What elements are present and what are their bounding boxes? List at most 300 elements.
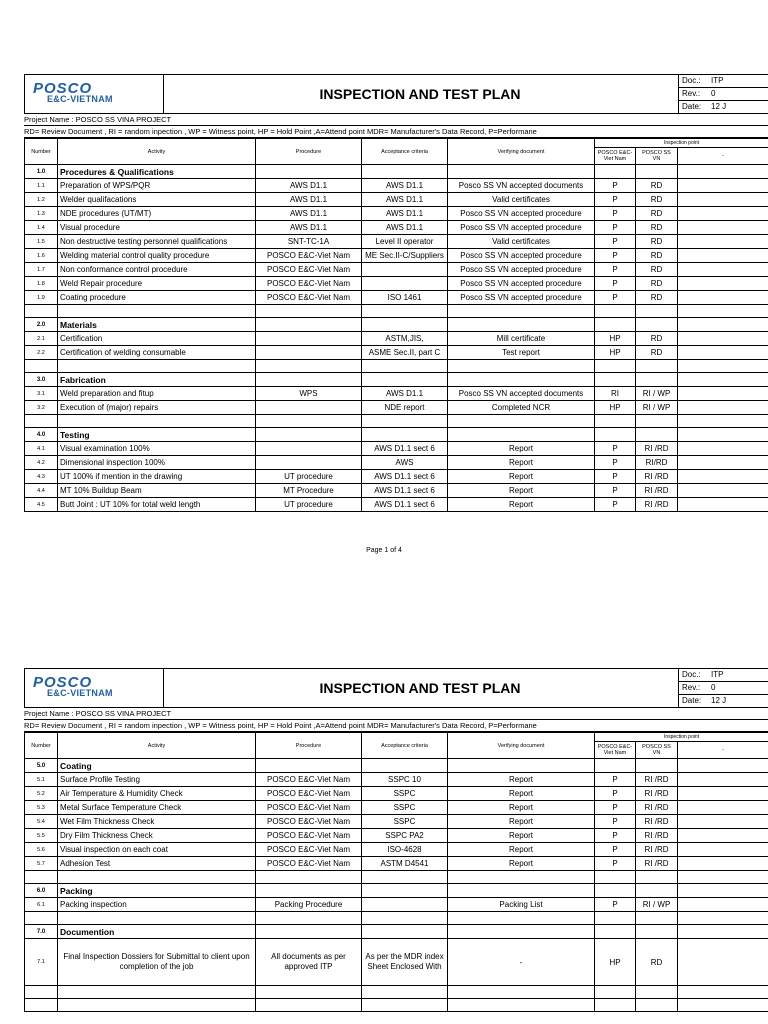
section-row bbox=[25, 925, 768, 939]
empty-cell bbox=[678, 165, 768, 179]
activity-cell: Execution of (major) repairs bbox=[58, 401, 256, 415]
row-number: 5.5 bbox=[25, 829, 58, 843]
empty-cell bbox=[678, 305, 768, 318]
activity-cell: Wet Film Thickness Check bbox=[58, 815, 256, 829]
acceptance-cell: AWS D1.1 sect 6 bbox=[362, 470, 448, 484]
project-name-2: Project Name : POSCO SS VINA PROJECT bbox=[24, 708, 768, 720]
procedure-cell bbox=[256, 332, 362, 346]
verifying-cell: Report bbox=[448, 773, 595, 787]
table-row bbox=[25, 235, 768, 249]
table-row bbox=[25, 939, 768, 986]
empty-cell bbox=[58, 415, 256, 428]
empty-cell bbox=[595, 415, 636, 428]
legend-line-2: RD= Review Document , RI = random inpection , WP = Witness point, HP = Hold Point ,A=Attend point MDR= Manufacturer's Data Record, P=Performane bbox=[24, 720, 768, 732]
table-row bbox=[25, 249, 768, 263]
verifying-cell: Report bbox=[448, 470, 595, 484]
posco-ec-point: P bbox=[595, 456, 636, 470]
row-number: 1.1 bbox=[25, 179, 58, 193]
verifying-cell: Report bbox=[448, 484, 595, 498]
blank-row bbox=[25, 305, 768, 318]
acceptance-cell: ASME Sec.II, part C bbox=[362, 346, 448, 360]
empty-cell bbox=[448, 871, 595, 884]
empty-cell bbox=[256, 428, 362, 442]
acceptance-cell: ME Sec.II-C/Suppliers bbox=[362, 249, 448, 263]
section-row bbox=[25, 373, 768, 387]
date-value: 12 J bbox=[711, 102, 727, 111]
acceptance-cell: ISO 1461 bbox=[362, 291, 448, 305]
col-acceptance-2: Acceptance criteria bbox=[362, 733, 448, 759]
verifying-cell: Report bbox=[448, 456, 595, 470]
activity-cell: Weld preparation and fitup bbox=[58, 387, 256, 401]
activity-cell: Surface Profile Testing bbox=[58, 773, 256, 787]
acceptance-cell: As per the MDR index Sheet Enclosed With bbox=[362, 939, 448, 986]
posco-ec-point: P bbox=[595, 787, 636, 801]
posco-ss-point: RI /RD bbox=[636, 857, 678, 871]
empty-cell bbox=[256, 925, 362, 939]
empty-cell bbox=[595, 925, 636, 939]
row-number: 5.2 bbox=[25, 787, 58, 801]
procedure-cell: WPS bbox=[256, 387, 362, 401]
procedure-cell: POSCO E&C-Viet Nam bbox=[256, 801, 362, 815]
blank-row bbox=[25, 999, 768, 1012]
empty-cell bbox=[678, 318, 768, 332]
row-number: 5.7 bbox=[25, 857, 58, 871]
table-row bbox=[25, 401, 768, 415]
acceptance-cell: SSPC bbox=[362, 787, 448, 801]
posco-ec-point: P bbox=[595, 801, 636, 815]
rev-value-2: 0 bbox=[711, 683, 716, 692]
row-number: 7.1 bbox=[25, 939, 58, 986]
verifying-cell: Posco SS VN accepted procedure bbox=[448, 277, 595, 291]
empty-cell bbox=[25, 305, 58, 318]
posco-ec-point: RI bbox=[595, 387, 636, 401]
procedure-cell: UT procedure bbox=[256, 498, 362, 512]
activity-cell: Weld Repair procedure bbox=[58, 277, 256, 291]
empty-cell bbox=[678, 773, 768, 787]
posco-ec-point: P bbox=[595, 815, 636, 829]
empty-cell bbox=[58, 999, 256, 1012]
empty-cell bbox=[362, 986, 448, 999]
col-posco-ec-2: POSCO E&C-Viet Nam bbox=[595, 742, 636, 759]
acceptance-cell: ISO-4628 bbox=[362, 843, 448, 857]
empty-cell bbox=[678, 912, 768, 925]
acceptance-cell: AWS D1.1 bbox=[362, 207, 448, 221]
table-row bbox=[25, 773, 768, 787]
empty-cell bbox=[256, 884, 362, 898]
blank-row bbox=[25, 986, 768, 999]
empty-cell bbox=[595, 373, 636, 387]
table-row bbox=[25, 346, 768, 360]
empty-cell bbox=[636, 999, 678, 1012]
table-row bbox=[25, 332, 768, 346]
empty-cell bbox=[678, 999, 768, 1012]
empty-cell bbox=[595, 360, 636, 373]
empty-cell bbox=[595, 999, 636, 1012]
row-number: 1.9 bbox=[25, 291, 58, 305]
verifying-cell: Mill certificate bbox=[448, 332, 595, 346]
posco-ec-point: HP bbox=[595, 401, 636, 415]
empty-cell bbox=[58, 360, 256, 373]
posco-ec-point: HP bbox=[595, 346, 636, 360]
posco-ec-point: P bbox=[595, 221, 636, 235]
section-title: Procedures & Qualifications bbox=[58, 165, 256, 179]
posco-ss-point: RI /RD bbox=[636, 843, 678, 857]
table-row bbox=[25, 456, 768, 470]
acceptance-cell: AWS D1.1 bbox=[362, 193, 448, 207]
row-number: 3.1 bbox=[25, 387, 58, 401]
activity-cell: Butt Joint : UT 10% for total weld length bbox=[58, 498, 256, 512]
procedure-cell: POSCO E&C-Viet Nam bbox=[256, 277, 362, 291]
empty-cell bbox=[362, 871, 448, 884]
row-number: 4.5 bbox=[25, 498, 58, 512]
section-row bbox=[25, 165, 768, 179]
empty-cell bbox=[595, 884, 636, 898]
procedure-cell: MT Procedure bbox=[256, 484, 362, 498]
empty-cell bbox=[636, 986, 678, 999]
posco-ss-point: RD bbox=[636, 193, 678, 207]
empty-cell bbox=[678, 263, 768, 277]
empty-cell bbox=[678, 428, 768, 442]
empty-cell bbox=[448, 884, 595, 898]
posco-ec-point: P bbox=[595, 857, 636, 871]
row-number: 4.2 bbox=[25, 456, 58, 470]
row-number: 6.1 bbox=[25, 898, 58, 912]
row-number: 4.3 bbox=[25, 470, 58, 484]
posco-ss-point: RI /RD bbox=[636, 484, 678, 498]
empty-cell bbox=[448, 165, 595, 179]
procedure-cell bbox=[256, 442, 362, 456]
posco-ss-point: RI /RD bbox=[636, 829, 678, 843]
verifying-cell: Report bbox=[448, 857, 595, 871]
empty-cell bbox=[448, 986, 595, 999]
empty-cell bbox=[448, 925, 595, 939]
section-title: Fabrication bbox=[58, 373, 256, 387]
empty-cell bbox=[595, 912, 636, 925]
col-acceptance: Acceptance criteria bbox=[362, 139, 448, 165]
section-title: Testing bbox=[58, 428, 256, 442]
col-posco-ss: POSCO SS VN bbox=[636, 148, 678, 165]
empty-cell bbox=[636, 360, 678, 373]
section-row bbox=[25, 884, 768, 898]
posco-ss-point: RI /RD bbox=[636, 801, 678, 815]
empty-cell bbox=[362, 759, 448, 773]
posco-ec-point: P bbox=[595, 249, 636, 263]
empty-cell bbox=[448, 360, 595, 373]
empty-cell bbox=[362, 305, 448, 318]
acceptance-cell: NDE report bbox=[362, 401, 448, 415]
activity-cell: Welding material control quality procedure bbox=[58, 249, 256, 263]
activity-cell: Visual examination 100% bbox=[58, 442, 256, 456]
empty-cell bbox=[678, 815, 768, 829]
row-number: 2.2 bbox=[25, 346, 58, 360]
acceptance-cell: SSPC PA2 bbox=[362, 829, 448, 843]
empty-cell bbox=[448, 415, 595, 428]
verifying-cell: Report bbox=[448, 442, 595, 456]
posco-ss-point: RD bbox=[636, 207, 678, 221]
acceptance-cell: AWS bbox=[362, 456, 448, 470]
col-activity: Activity bbox=[58, 139, 256, 165]
posco-ss-point: RD bbox=[636, 939, 678, 986]
empty-cell bbox=[256, 999, 362, 1012]
empty-cell bbox=[448, 759, 595, 773]
empty-cell bbox=[58, 912, 256, 925]
table-row bbox=[25, 857, 768, 871]
empty-cell bbox=[256, 318, 362, 332]
activity-cell: Final Inspection Dossiers for Submittal to client upon completion of the job bbox=[58, 939, 256, 986]
verifying-cell: Valid certificates bbox=[448, 193, 595, 207]
posco-ss-point: RD bbox=[636, 346, 678, 360]
procedure-cell bbox=[256, 401, 362, 415]
posco-ss-point: RD bbox=[636, 235, 678, 249]
procedure-cell: POSCO E&C-Viet Nam bbox=[256, 773, 362, 787]
section-number: 6.0 bbox=[25, 884, 58, 898]
activity-cell: UT 100% if mention in the drawing bbox=[58, 470, 256, 484]
empty-cell bbox=[678, 346, 768, 360]
blank-row bbox=[25, 415, 768, 428]
doc-value-2: ITP bbox=[711, 670, 724, 679]
col-inspection-point: Inspection point bbox=[595, 139, 768, 148]
itp-table-page-2 bbox=[24, 732, 768, 1012]
acceptance-cell: Level II operator bbox=[362, 235, 448, 249]
table-row bbox=[25, 829, 768, 843]
procedure-cell bbox=[256, 456, 362, 470]
row-number: 5.6 bbox=[25, 843, 58, 857]
empty-cell bbox=[256, 986, 362, 999]
verifying-cell: Report bbox=[448, 498, 595, 512]
verifying-cell: Posco SS VN accepted procedure bbox=[448, 221, 595, 235]
procedure-cell: POSCO E&C-Viet Nam bbox=[256, 857, 362, 871]
posco-ec-point: P bbox=[595, 843, 636, 857]
company-logo-2 bbox=[24, 669, 164, 707]
empty-cell bbox=[636, 305, 678, 318]
posco-ss-point: RD bbox=[636, 332, 678, 346]
procedure-cell: AWS D1.1 bbox=[256, 193, 362, 207]
acceptance-cell: SSPC bbox=[362, 815, 448, 829]
procedure-cell: POSCO E&C-Viet Nam bbox=[256, 829, 362, 843]
empty-cell bbox=[678, 843, 768, 857]
verifying-cell: Posco SS VN accepted procedure bbox=[448, 207, 595, 221]
col-verifying-2: Verifying document bbox=[448, 733, 595, 759]
posco-ss-point: RD bbox=[636, 277, 678, 291]
empty-cell bbox=[678, 207, 768, 221]
doc-meta-2 bbox=[678, 669, 768, 707]
posco-ec-point: HP bbox=[595, 939, 636, 986]
empty-cell bbox=[678, 387, 768, 401]
procedure-cell: Packing Procedure bbox=[256, 898, 362, 912]
verifying-cell: Report bbox=[448, 843, 595, 857]
section-title: Packing bbox=[58, 884, 256, 898]
document-header bbox=[24, 74, 768, 114]
col-inspection-point-2: Inspection point bbox=[595, 733, 768, 742]
empty-cell bbox=[678, 986, 768, 999]
posco-ss-point: RI / WP bbox=[636, 401, 678, 415]
page-title-2: INSPECTION AND TEST PLAN bbox=[319, 680, 521, 696]
activity-cell: Dimensional inspection 100% bbox=[58, 456, 256, 470]
acceptance-cell: ASTM,JIS, bbox=[362, 332, 448, 346]
empty-cell bbox=[636, 884, 678, 898]
empty-cell bbox=[678, 787, 768, 801]
empty-cell bbox=[678, 470, 768, 484]
empty-cell bbox=[678, 801, 768, 815]
procedure-cell: All documents as per approved ITP bbox=[256, 939, 362, 986]
posco-ss-point: RI /RD bbox=[636, 498, 678, 512]
section-number: 3.0 bbox=[25, 373, 58, 387]
posco-ec-point: P bbox=[595, 193, 636, 207]
posco-ss-point: RD bbox=[636, 291, 678, 305]
doc-label-2: Doc.: bbox=[682, 670, 701, 679]
posco-ss-point: RD bbox=[636, 179, 678, 193]
empty-cell bbox=[362, 318, 448, 332]
empty-cell bbox=[678, 249, 768, 263]
section-title: Documention bbox=[58, 925, 256, 939]
posco-ss-point: RD bbox=[636, 263, 678, 277]
acceptance-cell: AWS D1.1 bbox=[362, 387, 448, 401]
activity-cell: Metal Surface Temperature Check bbox=[58, 801, 256, 815]
col-activity-2: Activity bbox=[58, 733, 256, 759]
rev-value: 0 bbox=[711, 89, 716, 98]
activity-cell: Packing inspection bbox=[58, 898, 256, 912]
itp-page-2 bbox=[24, 668, 768, 1012]
col-dash-2: - bbox=[678, 742, 768, 759]
empty-cell bbox=[636, 871, 678, 884]
activity-cell: Visual procedure bbox=[58, 221, 256, 235]
table-row bbox=[25, 291, 768, 305]
posco-ec-point: P bbox=[595, 898, 636, 912]
company-logo bbox=[24, 75, 164, 113]
verifying-cell: Completed NCR bbox=[448, 401, 595, 415]
procedure-cell: POSCO E&C-Viet Nam bbox=[256, 843, 362, 857]
page-footer: Page 1 of 4 bbox=[366, 547, 402, 554]
empty-cell bbox=[678, 179, 768, 193]
logo-text-2: POSCO bbox=[33, 674, 93, 691]
row-number: 3.2 bbox=[25, 401, 58, 415]
row-number: 1.5 bbox=[25, 235, 58, 249]
section-number: 5.0 bbox=[25, 759, 58, 773]
empty-cell bbox=[448, 318, 595, 332]
activity-cell: Welder qualifacations bbox=[58, 193, 256, 207]
document-header-2 bbox=[24, 668, 768, 708]
col-posco-ss-2: POSCO SS VN bbox=[636, 742, 678, 759]
empty-cell bbox=[595, 871, 636, 884]
row-number: 5.4 bbox=[25, 815, 58, 829]
acceptance-cell bbox=[362, 898, 448, 912]
section-number: 7.0 bbox=[25, 925, 58, 939]
activity-cell: Dry Film Thickness Check bbox=[58, 829, 256, 843]
acceptance-cell: ASTM D4541 bbox=[362, 857, 448, 871]
procedure-cell: POSCO E&C-Viet Nam bbox=[256, 263, 362, 277]
posco-ss-point: RD bbox=[636, 221, 678, 235]
empty-cell bbox=[678, 829, 768, 843]
activity-cell: Air Temperature & Humidity Check bbox=[58, 787, 256, 801]
empty-cell bbox=[636, 165, 678, 179]
empty-cell bbox=[362, 428, 448, 442]
empty-cell bbox=[636, 318, 678, 332]
empty-cell bbox=[256, 360, 362, 373]
empty-cell bbox=[25, 912, 58, 925]
posco-ec-point: P bbox=[595, 498, 636, 512]
row-number: 2.1 bbox=[25, 332, 58, 346]
rev-label-2: Rev.: bbox=[682, 683, 701, 692]
table-row bbox=[25, 207, 768, 221]
acceptance-cell: SSPC bbox=[362, 801, 448, 815]
empty-cell bbox=[636, 912, 678, 925]
row-number: 1.3 bbox=[25, 207, 58, 221]
section-row bbox=[25, 759, 768, 773]
empty-cell bbox=[256, 165, 362, 179]
doc-meta bbox=[678, 75, 768, 113]
doc-value: ITP bbox=[711, 76, 724, 85]
col-dash: - bbox=[678, 148, 768, 165]
col-procedure: Procedure bbox=[256, 139, 362, 165]
verifying-cell: - bbox=[448, 939, 595, 986]
date-label-2: Date: bbox=[682, 696, 702, 705]
table-row bbox=[25, 484, 768, 498]
row-number: 5.3 bbox=[25, 801, 58, 815]
empty-cell bbox=[256, 373, 362, 387]
section-title: Materials bbox=[58, 318, 256, 332]
section-number: 1.0 bbox=[25, 165, 58, 179]
empty-cell bbox=[678, 291, 768, 305]
empty-cell bbox=[362, 925, 448, 939]
blank-row bbox=[25, 912, 768, 925]
table-row bbox=[25, 787, 768, 801]
activity-cell: Non destructive testing personnel qualifications bbox=[58, 235, 256, 249]
empty-cell bbox=[448, 999, 595, 1012]
empty-cell bbox=[25, 360, 58, 373]
empty-cell bbox=[678, 898, 768, 912]
posco-ec-point: P bbox=[595, 207, 636, 221]
empty-cell bbox=[58, 305, 256, 318]
acceptance-cell bbox=[362, 263, 448, 277]
section-row bbox=[25, 318, 768, 332]
empty-cell bbox=[362, 912, 448, 925]
itp-page-1 bbox=[24, 74, 768, 512]
col-procedure-2: Procedure bbox=[256, 733, 362, 759]
acceptance-cell: AWS D1.1 bbox=[362, 179, 448, 193]
posco-ec-point: HP bbox=[595, 332, 636, 346]
empty-cell bbox=[678, 871, 768, 884]
empty-cell bbox=[256, 415, 362, 428]
row-number: 1.4 bbox=[25, 221, 58, 235]
posco-ec-point: P bbox=[595, 829, 636, 843]
activity-cell: Preparation of WPS/PQR bbox=[58, 179, 256, 193]
empty-cell bbox=[448, 912, 595, 925]
verifying-cell: Posco SS VN accepted documents bbox=[448, 387, 595, 401]
empty-cell bbox=[678, 498, 768, 512]
empty-cell bbox=[678, 884, 768, 898]
table-row bbox=[25, 815, 768, 829]
posco-ss-point: RI / WP bbox=[636, 898, 678, 912]
verifying-cell: Report bbox=[448, 829, 595, 843]
posco-ss-point: RI /RD bbox=[636, 442, 678, 456]
table-row bbox=[25, 898, 768, 912]
acceptance-cell: AWS D1.1 sect 6 bbox=[362, 484, 448, 498]
posco-ec-point: P bbox=[595, 773, 636, 787]
col-verifying: Verifying document bbox=[448, 139, 595, 165]
empty-cell bbox=[25, 986, 58, 999]
procedure-cell: POSCO E&C-Viet Nam bbox=[256, 249, 362, 263]
rev-label: Rev.: bbox=[682, 89, 701, 98]
table-row bbox=[25, 221, 768, 235]
empty-cell bbox=[58, 871, 256, 884]
date-value-2: 12 J bbox=[711, 696, 727, 705]
empty-cell bbox=[362, 884, 448, 898]
table-row bbox=[25, 801, 768, 815]
empty-cell bbox=[362, 373, 448, 387]
empty-cell bbox=[448, 305, 595, 318]
page-title: INSPECTION AND TEST PLAN bbox=[319, 86, 521, 102]
logo-subtext: E&C-VIETNAM bbox=[47, 94, 113, 104]
